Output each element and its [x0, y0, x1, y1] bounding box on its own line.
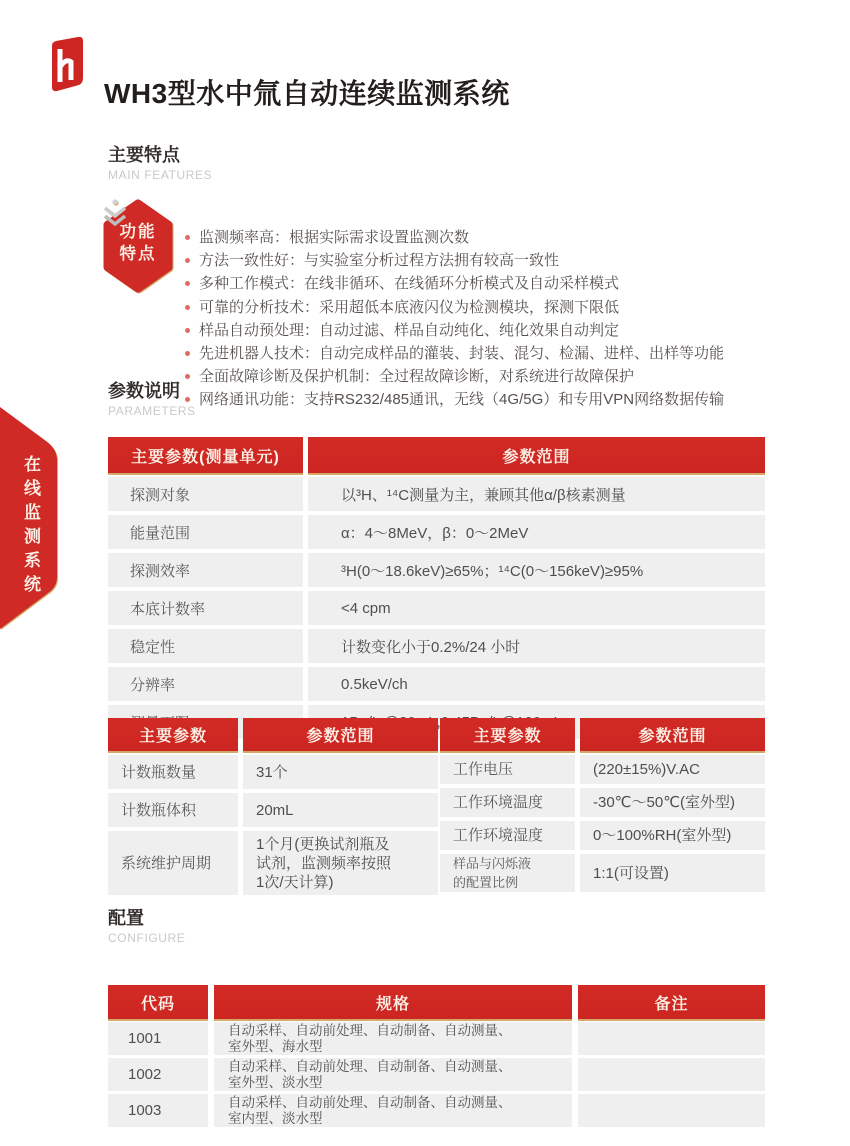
configure-table: [108, 985, 765, 1127]
ribbon-label: 在线监测系统: [21, 455, 40, 599]
row-value: 计数变化小于0.2%/24 小时: [308, 629, 765, 663]
parameters-left-table: [108, 718, 438, 895]
feature-item: 可靠的分析技术：采用超低本底液闪仪为检测模块，探测下限低: [185, 296, 768, 319]
row-value: <4 cpm: [308, 591, 765, 625]
row-value: -30℃～50℃(室外型): [580, 788, 765, 817]
row-label: 探测效率: [108, 553, 303, 587]
row-label: 计数瓶体积: [108, 793, 238, 827]
feature-badge: [102, 199, 174, 293]
page-title: WH3型水中氚自动连续监测系统: [104, 78, 510, 109]
section-heading: 参数说明: [108, 381, 180, 401]
section-configure: [108, 908, 768, 1127]
row-label: 分辨率: [108, 667, 303, 701]
bullet-dot-icon: [185, 235, 190, 240]
row-value: 31个: [243, 755, 438, 789]
bullet-dot-icon: [185, 374, 190, 379]
row-value: α：4～8MeV，β：0～2MeV: [308, 515, 765, 549]
column-header: 主要参数: [108, 718, 238, 751]
row-label: 工作环境温度: [440, 788, 575, 817]
row-label: 工作电压: [440, 755, 575, 784]
row-value: 1个月(更换试剂瓶及试剂，监测频率按照1次/天计算): [243, 831, 438, 895]
section-main-features: [108, 145, 768, 412]
bullet-dot-icon: [185, 281, 190, 286]
code-cell: 1002: [108, 1058, 208, 1091]
row-value: 1:1(可设置): [580, 854, 765, 892]
side-ribbon: [0, 405, 60, 631]
row-label: 本底计数率: [108, 591, 303, 625]
feature-list: [185, 182, 768, 412]
section-parameters: [108, 381, 768, 891]
spec-cell: 自动采样、自动前处理、自动制备、自动测量、室外型、淡水型: [214, 1058, 572, 1091]
section-heading-en: CONFIGURE: [108, 931, 186, 945]
chevron-down-icon: [102, 199, 128, 229]
feature-item: 全面故障诊断及保护机制：全过程故障诊断，对系统进行故障保护: [185, 365, 768, 388]
bullet-dot-icon: [185, 328, 190, 333]
row-value: 20mL: [243, 793, 438, 827]
row-value: ³H(0～18.6keV)≥65%；¹⁴C(0～156keV)≥95%: [308, 553, 765, 587]
row-label: 能量范围: [108, 515, 303, 549]
column-header: 参数范围: [580, 718, 765, 751]
row-label: 稳定性: [108, 629, 303, 663]
section-heading: 主要特点: [108, 145, 180, 165]
column-header: 参数范围: [243, 718, 438, 751]
bullet-dot-icon: [185, 351, 190, 356]
code-cell: 1001: [108, 1022, 208, 1055]
note-cell: [578, 1022, 765, 1055]
column-header: 代码: [108, 985, 208, 1019]
note-cell: [578, 1058, 765, 1091]
column-header: 规格: [214, 985, 572, 1019]
spec-cell: 自动采样、自动前处理、自动制备、自动测量、室内型、淡水型: [214, 1094, 572, 1127]
column-header: 主要参数(测量单元): [108, 437, 303, 473]
column-header: 参数范围: [308, 437, 765, 473]
feature-item: 先进机器人技术：自动完成样品的灌装、封装、混匀、检漏、进样、出样等功能: [185, 342, 768, 365]
column-header: 备注: [578, 985, 765, 1019]
spec-cell: 自动采样、自动前处理、自动制备、自动测量、室外型、海水型: [214, 1022, 572, 1055]
row-value: 0～100%RH(室外型): [580, 821, 765, 850]
feature-item: 方法一致性好：与实验室分析过程方法拥有较高一致性: [185, 249, 768, 272]
feature-item: 网络通讯功能：支持RS232/485通讯，无线（4G/5G）和专用VPN网络数据传输: [185, 388, 768, 411]
feature-item: 样品自动预处理：自动过滤、样品自动纯化、纯化效果自动判定: [185, 319, 768, 342]
bullet-dot-icon: [185, 258, 190, 263]
code-cell: 1003: [108, 1094, 208, 1127]
row-value: 以³H、¹⁴C测量为主，兼顾其他α/β核素测量: [308, 477, 765, 511]
row-value: 0.5keV/ch: [308, 667, 765, 701]
feature-badge-label: 功能 特点: [119, 223, 157, 263]
parameters-main-table: [108, 437, 765, 739]
feature-item: 多种工作模式：在线非循环、在线循环分析模式及自动采样模式: [185, 272, 768, 295]
feature-item: 监测频率高：根据实际需求设置监测次数: [185, 226, 768, 249]
column-header: 主要参数: [440, 718, 575, 751]
row-label: 系统维护周期: [108, 831, 238, 895]
company-logo: [38, 36, 90, 92]
parameters-right-table: [440, 718, 765, 892]
note-cell: [578, 1094, 765, 1127]
row-label: 工作环境湿度: [440, 821, 575, 850]
bullet-dot-icon: [185, 305, 190, 310]
row-label: 计数瓶数量: [108, 755, 238, 789]
section-heading-en: MAIN FEATURES: [108, 168, 213, 182]
section-heading: 配置: [108, 908, 144, 928]
row-value: (220±15%)V.AC: [580, 755, 765, 784]
row-label: 样品与闪烁液的配置比例: [440, 854, 575, 892]
row-label: 探测对象: [108, 477, 303, 511]
section-heading-en: PARAMETERS: [108, 404, 196, 418]
